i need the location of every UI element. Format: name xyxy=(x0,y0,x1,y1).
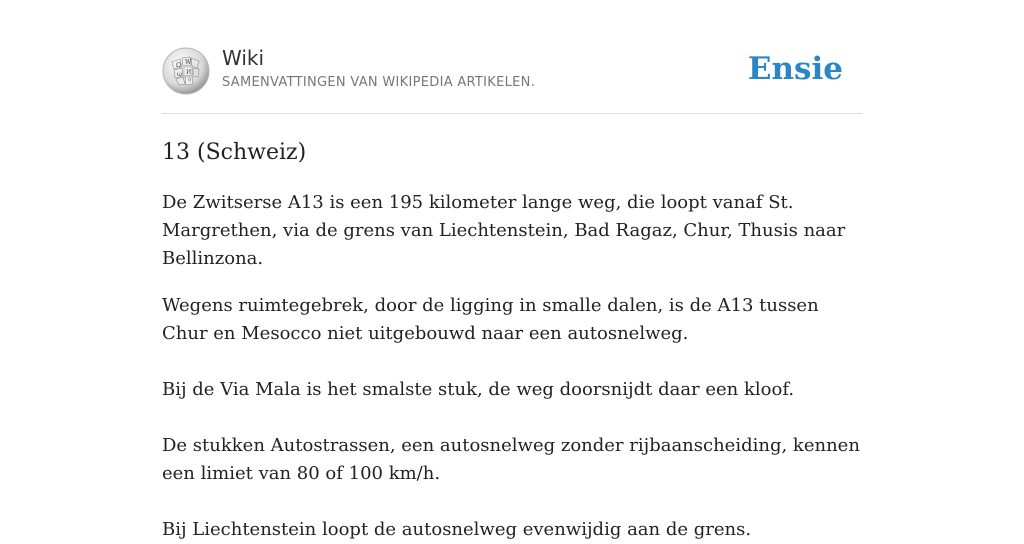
svg-text:И: И xyxy=(186,69,192,76)
article-paragraph: Bij de Via Mala is het smalste stuk, de weg doorsnijdt daar een kloof. xyxy=(162,379,795,400)
svg-text:ウ: ウ xyxy=(187,78,193,84)
paragraph-spacer xyxy=(162,348,862,376)
brand-title[interactable]: Wiki xyxy=(222,46,265,70)
article-paragraph: De stukken Autostrassen, een autosnelweg zonder rijbaanscheiding, kennen een limiet van 80 of 100 km/h. xyxy=(162,435,860,484)
content-container xyxy=(162,0,862,540)
svg-text:ω: ω xyxy=(177,71,182,78)
page-title: 13 (Schweiz) xyxy=(162,140,307,165)
article-paragraph: Bij Liechtenstein loopt de autosnelweg evenwijdig aan de grens. xyxy=(162,519,752,540)
svg-text:Ω: Ω xyxy=(176,62,181,69)
ensie-logo-link[interactable]: Ensie xyxy=(747,51,843,87)
wikipedia-globe-icon[interactable] xyxy=(162,47,210,95)
site-header xyxy=(162,0,862,114)
brand-subtitle: SAMENVATTINGEN VAN WIKIPEDIA ARTIKELEN. xyxy=(222,75,536,90)
article-paragraph: De Zwitserse A13 is een 195 kilometer lange weg, die loopt vanaf St. Margrethen, via de grens van Liechtenstein, Bad Ragaz, Chur, Thusis naar Bellinzona. xyxy=(162,192,846,269)
svg-text:W: W xyxy=(185,59,192,66)
article-body xyxy=(162,189,862,544)
paragraph-spacer xyxy=(162,404,862,432)
article-paragraph: Wegens ruimtegebrek, door de ligging in smalle dalen, is de A13 tussen Chur en Mesocco niet uitgebouwd naar een autosnelweg. xyxy=(162,295,819,344)
paragraph-spacer xyxy=(162,488,862,516)
